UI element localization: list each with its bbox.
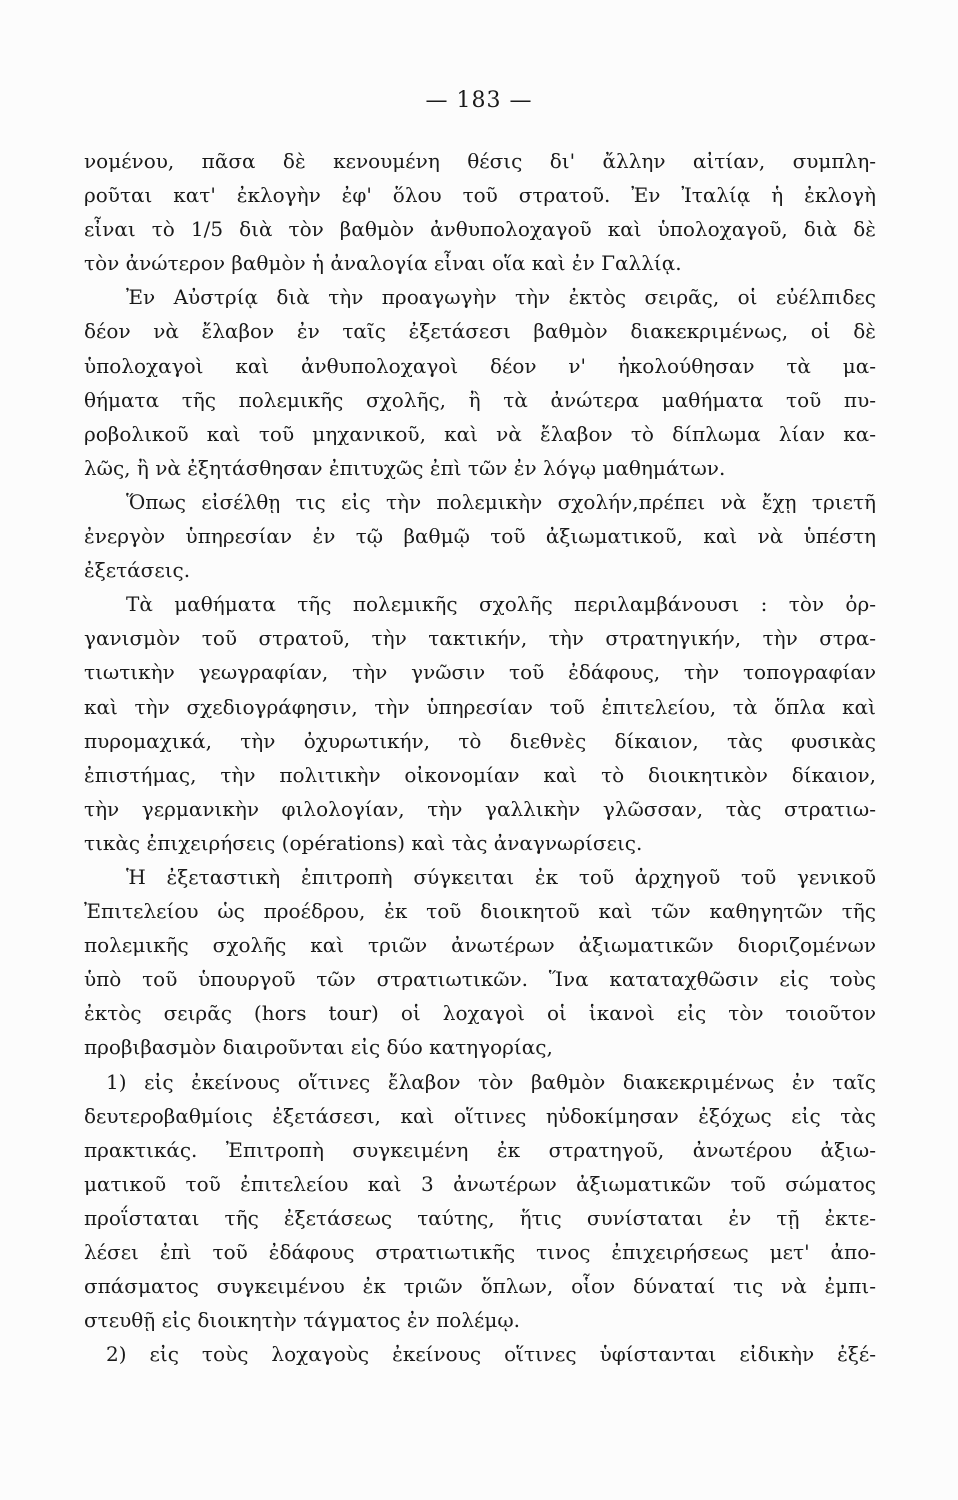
text-line: 2) εἰς τοὺς λοχαγοὺς ἐκείνους οἵτινες ὑφίστανται εἰδικὴν ἐξέ- <box>106 1342 876 1367</box>
text-line: τικὰς ἐπιχειρήσεις (opérations) καὶ τὰς ἀναγνωρίσεις. <box>84 830 643 855</box>
text-line: ὑπὸ τοῦ ὑπουργοῦ τῶν στρατιωτικῶν. Ἵνα καταταχθῶσιν εἰς τοὺς <box>84 967 876 992</box>
text-line: εἶναι τὸ 1/5 διὰ τὸν βαθμὸν ἀνθυπολοχαγοῦ καὶ ὑπολοχαγοῦ, διὰ δὲ <box>84 217 876 242</box>
page-number: — 183 — <box>425 88 533 113</box>
text-line: ἐνεργὸν ὑπηρεσίαν ἐν τῷ βαθμῷ τοῦ ἀξιωματικοῦ, καὶ νὰ ὑπέστη <box>84 524 876 549</box>
text-line: 1) εἰς ἐκείνους οἵτινες ἔλαβον τὸν βαθμὸν διακεκριμένως ἐν ταῖς <box>106 1069 876 1094</box>
text-line: Ὅπως εἰσέλθῃ τις εἰς τὴν πολεμικὴν σχολήν,πρέπει νὰ ἔχῃ τριετῆ <box>126 489 876 514</box>
text-line: ἐξετάσεις. <box>84 558 191 583</box>
text-line: Ἐν Αὐστρίᾳ διὰ τὴν προαγωγὴν τὴν ἐκτὸς σειρᾶς, οἱ εὐέλπιδες <box>126 285 876 310</box>
text-line: σπάσματος συγκειμένου ἐκ τριῶν ὅπλων, οἷον δύναταί τις νὰ ἐμπι- <box>84 1274 876 1299</box>
text-line: καὶ τὴν σχεδιογράφησιν, τὴν ὑπηρεσίαν τοῦ ἐπιτελείου, τὰ ὅπλα καὶ <box>84 694 876 719</box>
text-line: ματικοῦ τοῦ ἐπιτελείου καὶ 3 ἀνωτέρων ἀξιωματικῶν τοῦ σώματος <box>84 1171 876 1196</box>
text-line: ὑπολοχαγοὶ καὶ ἀνθυπολοχαγοὶ δέον ν' ἠκολούθησαν τὰ μα- <box>84 353 876 378</box>
text-line: τὸν ἀνώτερον βαθμὸν ἡ ἀναλογία εἶναι οἵα καὶ ἐν Γαλλίᾳ. <box>84 251 682 276</box>
text-line: τὴν γερμανικὴν φιλολογίαν, τὴν γαλλικὴν γλῶσσαν, τὰς στρατιω- <box>84 796 876 821</box>
text-line: Ἐπιτελείου ὡς προέδρου, ἐκ τοῦ διοικητοῦ καὶ τῶν καθηγητῶν τῆς <box>84 899 876 924</box>
text-line: Ἡ ἐξεταστικὴ ἐπιτροπὴ σύγκειται ἐκ τοῦ ἀρχηγοῦ τοῦ γενικοῦ <box>126 864 876 889</box>
text-line: πολεμικῆς σχολῆς καὶ τριῶν ἀνωτέρων ἀξιωματικῶν διοριζομένων <box>84 933 876 958</box>
text-line: στευθῇ εἰς διοικητὴν τάγματος ἐν πολέμῳ. <box>84 1308 521 1333</box>
text-line: Τὰ μαθήματα τῆς πολεμικῆς σχολῆς περιλαμβάνουσι : τὸν ὀρ- <box>126 592 876 617</box>
body-text <box>84 144 876 1371</box>
text-line: δέον νὰ ἔλαβον ἐν ταῖς ἐξετάσεσι βαθμὸν διακεκριμένως, οἱ δὲ <box>84 319 876 344</box>
text-line: πρακτικάς. Ἐπιτροπὴ συγκειμένη ἐκ στρατηγοῦ, ἀνωτέρου ἀξιω- <box>84 1137 876 1162</box>
text-line: προΐσταται τῆς ἐξετάσεως ταύτης, ἥτις συνίσταται ἐν τῇ ἐκτε- <box>84 1205 876 1230</box>
text-line: ἐπιστήμας, τὴν πολιτικὴν οἰκονομίαν καὶ τὸ διοικητικὸν δίκαιον, <box>84 762 876 787</box>
text-line: γανισμὸν τοῦ στρατοῦ, τὴν τακτικήν, τὴν στρατηγικήν, τὴν στρα- <box>84 626 876 651</box>
text-line: προβιβασμὸν διαιροῦνται εἰς δύο κατηγορίας, <box>84 1035 553 1060</box>
text-line: τιωτικὴν γεωγραφίαν, τὴν γνῶσιν τοῦ ἐδάφους, τὴν τοπογραφίαν <box>84 660 876 685</box>
text-line: ροβολικοῦ καὶ τοῦ μηχανικοῦ, καὶ νὰ ἔλαβον τὸ δίπλωμα λίαν κα- <box>84 421 876 446</box>
text-line: θήματα τῆς πολεμικῆς σχολῆς, ἢ τὰ ἀνώτερα μαθήματα τοῦ πυ- <box>84 387 876 412</box>
text-line: νομένου, πᾶσα δὲ κενουμένη θέσις δι' ἄλλην αἰτίαν, συμπλη- <box>84 149 876 173</box>
text-line: λῶς, ἢ νὰ ἐξητάσθησαν ἐπιτυχῶς ἐπὶ τῶν ἐν λόγῳ μαθημάτων. <box>84 455 726 480</box>
text-line: δευτεροβαθμίοις ἐξετάσεσι, καὶ οἵτινες ηὐδοκίμησαν ἐξόχως εἰς τὰς <box>84 1103 876 1128</box>
text-line: ἐκτὸς σειρᾶς (hors tour) οἱ λοχαγοὶ οἱ ἱκανοὶ εἰς τὸν τοιοῦτον <box>84 1001 876 1026</box>
text-line: πυρομαχικά, τὴν ὀχυρωτικήν, τὸ διεθνὲς δίκαιον, τὰς φυσικὰς <box>84 728 876 753</box>
text-line: λέσει ἐπὶ τοῦ ἐδάφους στρατιωτικῆς τινος ἐπιχειρήσεως μετ' ἀπο- <box>84 1240 876 1264</box>
text-line: ροῦται κατ' ἐκλογὴν ἐφ' ὅλου τοῦ στρατοῦ. Ἐν Ἰταλίᾳ ἡ ἐκλογὴ <box>84 183 876 208</box>
